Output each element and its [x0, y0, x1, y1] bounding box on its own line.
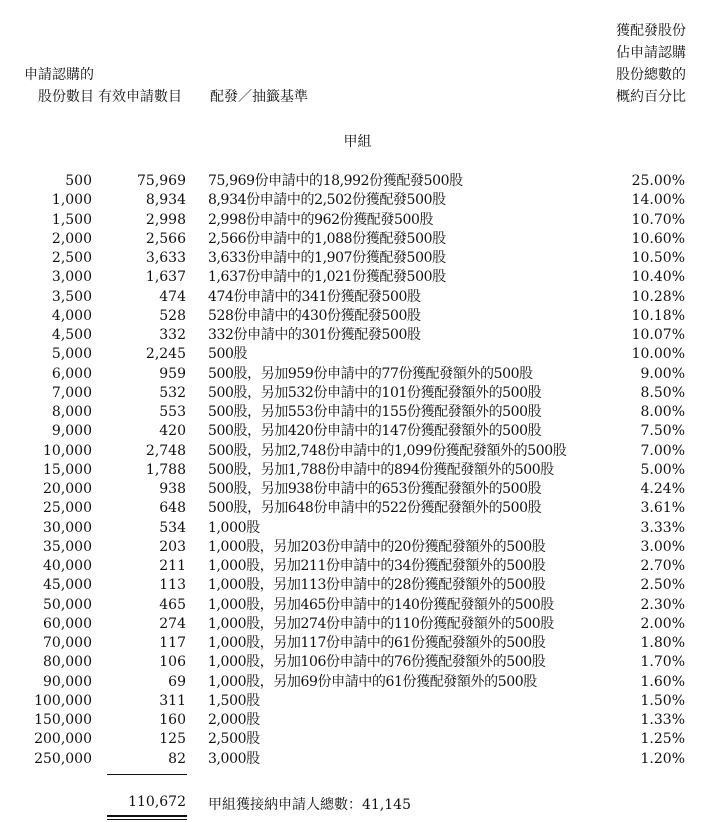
- allotment-basis-cell: 2,566份申請中的1,088份獲配發500股: [208, 230, 446, 247]
- allotment-basis-cell: 500股，另加420份申請中的147份獲配發額外的500股: [208, 423, 542, 440]
- percentage-cell: 10.40%: [631, 269, 685, 286]
- percentage-cell: 10.18%: [631, 307, 685, 324]
- valid-applications-cell: 2,998: [145, 211, 186, 228]
- percentage-cell: 8.00%: [640, 404, 685, 420]
- percentage-cell: 1.80%: [640, 635, 685, 651]
- header-valid-applications: 有效申請數目: [98, 89, 182, 105]
- allotment-basis-cell: 8,934份申請中的2,502份獲配發500股: [208, 192, 446, 209]
- percentage-cell: 1.60%: [640, 673, 685, 690]
- header-line: 股份總數的: [616, 67, 686, 83]
- percentage-cell: 2.30%: [640, 596, 685, 613]
- allotment-basis-cell: 1,000股，另加211份申請中的34份獲配發額外的500股: [208, 558, 546, 574]
- allotment-table: [0, 172, 715, 769]
- table-row: [0, 538, 715, 557]
- valid-applications-cell: 528: [159, 307, 186, 324]
- allotment-basis-cell: 474份申請中的341份獲配發500股: [208, 288, 421, 305]
- shares-applied-cell: 250,000: [34, 750, 92, 767]
- allotment-basis-cell: 500股，另加959份申請中的77份獲配發額外的500股: [208, 365, 533, 382]
- percentage-cell: 3.33%: [640, 519, 685, 536]
- shares-applied-cell: 80,000: [43, 654, 92, 671]
- percentage-cell: 5.00%: [640, 461, 685, 478]
- table-row: [0, 576, 715, 595]
- allotment-basis-cell: 2,000股: [208, 712, 260, 728]
- percentage-cell: 1.50%: [640, 692, 685, 709]
- allotment-basis-cell: 500股，另加553份申請中的155份獲配發額外的500股: [208, 404, 542, 420]
- allotment-basis-cell: 3,000股: [208, 750, 260, 767]
- valid-applications-cell: 203: [159, 538, 186, 555]
- shares-applied-cell: 100,000: [34, 692, 92, 709]
- shares-applied-cell: 500: [65, 173, 92, 189]
- table-row: [0, 211, 715, 230]
- shares-applied-cell: 70,000: [43, 635, 92, 651]
- valid-applications-cell: 113: [159, 577, 186, 594]
- table-row: [0, 711, 715, 730]
- shares-applied-cell: 6,000: [51, 365, 92, 382]
- header-allotment-basis: 配發／抽籤基準: [210, 89, 308, 105]
- allotment-basis-cell: 2,998份申請中的962份獲配發500股: [208, 211, 434, 228]
- table-row: [0, 249, 715, 268]
- percentage-cell: 10.60%: [631, 230, 685, 247]
- shares-applied-cell: 9,000: [51, 423, 92, 440]
- shares-applied-cell: 30,000: [43, 519, 92, 536]
- percentage-cell: 4.24%: [640, 481, 685, 497]
- valid-applications-cell: 3,633: [145, 250, 186, 266]
- allotment-basis-cell: 332份申請中的301份獲配發500股: [208, 327, 421, 343]
- valid-applications-cell: 474: [159, 288, 186, 305]
- table-row: [0, 499, 715, 518]
- valid-applications-cell: 2,245: [145, 346, 186, 363]
- allotment-basis-cell: 1,000股，另加69份申請中的61份獲配發額外的500股: [208, 673, 537, 690]
- allotment-basis-cell: 1,000股，另加117份申請中的61份獲配發額外的500股: [208, 635, 546, 651]
- valid-applications-cell: 211: [159, 558, 186, 574]
- table-row: [0, 480, 715, 499]
- allotment-basis-cell: 1,000股，另加274份申請中的110份獲配發額外的500股: [208, 615, 554, 632]
- valid-applications-cell: 465: [159, 596, 186, 613]
- percentage-cell: 10.00%: [631, 346, 685, 363]
- valid-applications-cell: 1,788: [145, 461, 186, 478]
- percentage-cell: 2.70%: [640, 558, 685, 574]
- shares-applied-cell: 4,500: [51, 327, 92, 343]
- percentage-cell: 9.00%: [640, 365, 685, 382]
- shares-applied-cell: 40,000: [43, 558, 92, 574]
- allotment-basis-cell: 1,637份申請中的1,021份獲配發500股: [208, 269, 446, 286]
- allotment-basis-cell: 500股，另加1,788份申請中的894份獲配發額外的500股: [208, 461, 554, 478]
- table-row: [0, 403, 715, 422]
- table-row: [0, 692, 715, 711]
- valid-applications-cell: 553: [159, 404, 186, 420]
- allotment-basis-cell: 1,000股，另加113份申請中的28份獲配發額外的500股: [208, 577, 546, 594]
- shares-applied-cell: 200,000: [34, 731, 92, 748]
- shares-applied-cell: 50,000: [43, 596, 92, 613]
- header-line: 佔申請認購: [616, 45, 686, 61]
- valid-applications-cell: 534: [159, 519, 186, 536]
- percentage-cell: 2.50%: [640, 577, 685, 594]
- table-row: [0, 172, 715, 191]
- shares-applied-cell: 45,000: [43, 577, 92, 594]
- percentage-cell: 1.70%: [640, 654, 685, 671]
- table-row: [0, 596, 715, 615]
- table-row: [0, 288, 715, 307]
- percentage-cell: 25.00%: [631, 173, 685, 189]
- header-shares-applied: [14, 64, 94, 108]
- total-note: 甲組獲接納申請人總數：41,145: [208, 797, 411, 813]
- table-row: [0, 326, 715, 345]
- percentage-cell: 1.25%: [640, 731, 685, 748]
- allotment-basis-cell: 1,000股，另加106份申請中的76份獲配發額外的500股: [208, 654, 546, 671]
- allotment-basis-cell: 1,000股: [208, 519, 260, 536]
- header-line: 申請認購的: [24, 67, 94, 83]
- header-line: 概約百分比: [616, 89, 686, 105]
- valid-applications-cell: 82: [168, 750, 186, 767]
- percentage-cell: 14.00%: [631, 192, 685, 209]
- shares-applied-cell: 15,000: [43, 461, 92, 478]
- shares-applied-cell: 1,000: [51, 192, 92, 209]
- table-row: [0, 634, 715, 653]
- allotment-basis-cell: 528份申請中的430份獲配發500股: [208, 307, 421, 324]
- table-row: [0, 750, 715, 769]
- valid-applications-cell: 106: [159, 654, 186, 671]
- table-row: [0, 653, 715, 672]
- group-title: 甲組: [343, 134, 372, 150]
- shares-applied-cell: 5,000: [51, 346, 92, 363]
- shares-applied-cell: 3,000: [51, 269, 92, 286]
- header-percentage: [590, 20, 686, 108]
- percentage-cell: 10.28%: [631, 288, 685, 305]
- header-line: 股份數目: [38, 89, 94, 105]
- total-rule-double: [107, 815, 187, 817]
- valid-applications-cell: 125: [159, 731, 186, 748]
- table-row: [0, 557, 715, 576]
- valid-applications-cell: 8,934: [145, 192, 186, 209]
- total-rule-top: [107, 774, 187, 775]
- total-rule-double: [107, 819, 187, 821]
- shares-applied-cell: 150,000: [34, 712, 92, 728]
- shares-applied-cell: 35,000: [43, 538, 92, 555]
- percentage-cell: 3.00%: [640, 538, 685, 555]
- shares-applied-cell: 4,000: [51, 307, 92, 324]
- percentage-cell: 10.07%: [631, 327, 685, 343]
- shares-applied-cell: 1,500: [51, 211, 92, 228]
- valid-applications-cell: 2,566: [145, 230, 186, 247]
- allotment-basis-cell: 2,500股: [208, 731, 260, 748]
- valid-applications-cell: 69: [168, 673, 186, 690]
- shares-applied-cell: 2,000: [51, 230, 92, 247]
- allotment-basis-cell: 500股: [208, 346, 248, 363]
- allotment-basis-cell: 500股，另加648份申請中的522份獲配發額外的500股: [208, 500, 542, 517]
- table-row: [0, 730, 715, 749]
- table-row: [0, 519, 715, 538]
- allotment-basis-cell: 75,969份申請中的18,992份獲配發500股: [208, 173, 463, 189]
- shares-applied-cell: 60,000: [43, 615, 92, 632]
- table-row: [0, 422, 715, 441]
- percentage-cell: 10.50%: [631, 250, 685, 266]
- valid-applications-cell: 160: [159, 712, 186, 728]
- valid-applications-cell: 311: [159, 692, 186, 709]
- shares-applied-cell: 3,500: [51, 288, 92, 305]
- table-row: [0, 442, 715, 461]
- valid-applications-cell: 75,969: [137, 173, 186, 189]
- valid-applications-cell: 959: [159, 365, 186, 382]
- valid-applications-cell: 117: [159, 635, 186, 651]
- valid-applications-cell: 938: [159, 481, 186, 497]
- allotment-basis-cell: 500股，另加2,748份申請中的1,099份獲配發額外的500股: [208, 442, 567, 459]
- percentage-cell: 1.20%: [640, 750, 685, 767]
- allotment-basis-cell: 3,633份申請中的1,907份獲配發500股: [208, 250, 446, 266]
- allotment-basis-cell: 500股，另加532份申請中的101份獲配發額外的500股: [208, 384, 542, 401]
- header-line: 獲配發股份: [616, 23, 686, 39]
- percentage-cell: 8.50%: [640, 384, 685, 401]
- shares-applied-cell: 7,000: [51, 384, 92, 401]
- table-row: [0, 384, 715, 403]
- valid-applications-cell: 420: [159, 423, 186, 440]
- valid-applications-cell: 2,748: [145, 442, 186, 459]
- percentage-cell: 2.00%: [640, 615, 685, 632]
- allotment-basis-cell: 1,000股，另加203份申請中的20份獲配發額外的500股: [208, 538, 546, 555]
- valid-applications-cell: 332: [159, 327, 186, 343]
- shares-applied-cell: 10,000: [43, 442, 92, 459]
- allotment-basis-cell: 1,000股，另加465份申請中的140份獲配發額外的500股: [208, 596, 554, 613]
- allotment-basis-cell: 1,500股: [208, 692, 260, 709]
- allotment-basis-cell: 500股，另加938份申請中的653份獲配發額外的500股: [208, 481, 542, 497]
- percentage-cell: 7.50%: [640, 423, 685, 440]
- total-valid-applications: 110,672: [128, 794, 186, 810]
- table-row: [0, 268, 715, 287]
- shares-applied-cell: 90,000: [43, 673, 92, 690]
- table-row: [0, 191, 715, 210]
- valid-applications-cell: 274: [159, 615, 186, 632]
- shares-applied-cell: 2,500: [51, 250, 92, 266]
- valid-applications-cell: 1,637: [145, 269, 186, 286]
- valid-applications-cell: 532: [159, 384, 186, 401]
- table-row: [0, 307, 715, 326]
- percentage-cell: 3.61%: [640, 500, 685, 517]
- percentage-cell: 10.70%: [631, 211, 685, 228]
- shares-applied-cell: 8,000: [51, 404, 92, 420]
- table-row: [0, 461, 715, 480]
- table-row: [0, 365, 715, 384]
- table-row: [0, 345, 715, 364]
- table-row: [0, 615, 715, 634]
- table-row: [0, 230, 715, 249]
- shares-applied-cell: 20,000: [43, 481, 92, 497]
- shares-applied-cell: 25,000: [43, 500, 92, 517]
- percentage-cell: 7.00%: [640, 442, 685, 459]
- table-row: [0, 673, 715, 692]
- percentage-cell: 1.33%: [640, 712, 685, 728]
- valid-applications-cell: 648: [159, 500, 186, 517]
